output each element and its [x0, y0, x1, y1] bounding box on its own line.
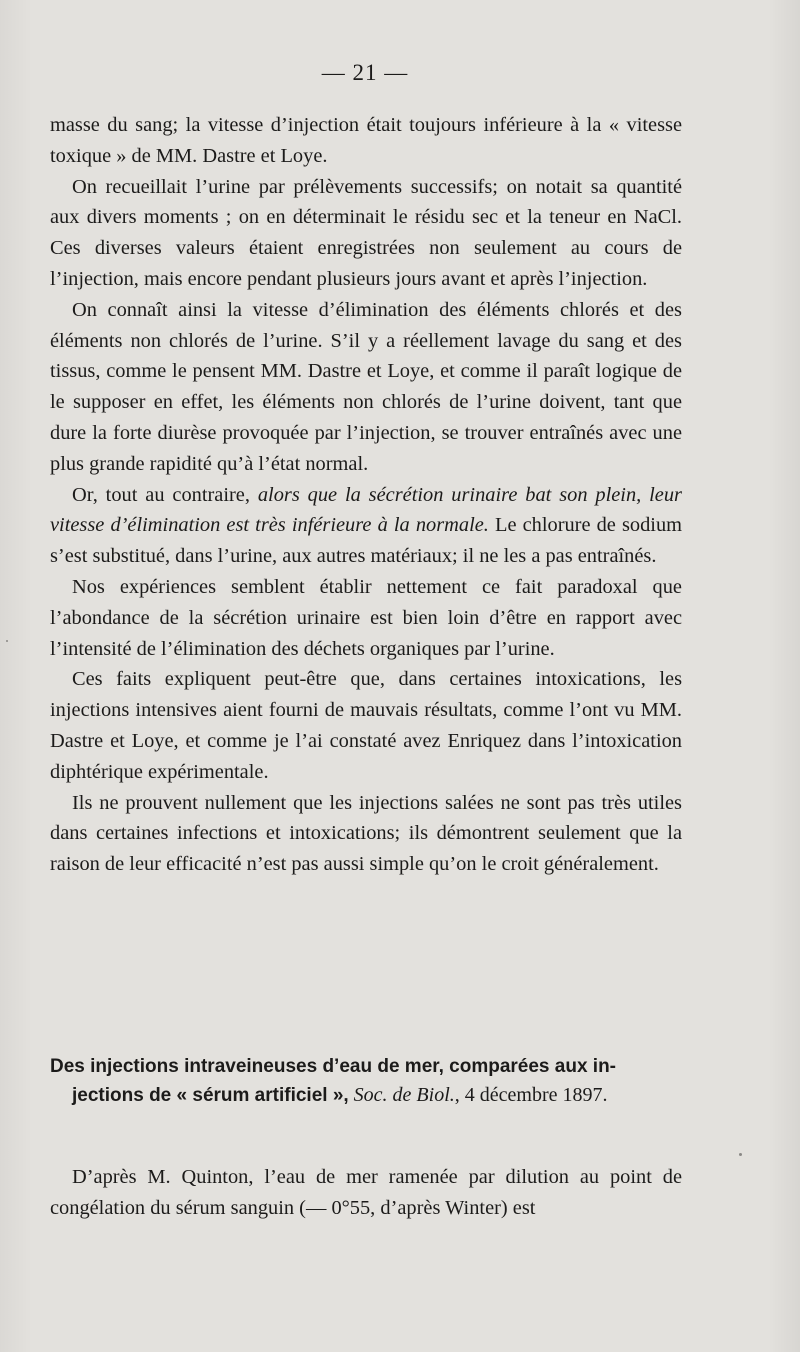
paragraph-urine-collection: On recueillait l’urine par prélèvements successifs; on notait sa quantité aux divers moments ; on en déterminait le résidu sec et la teneur en NaCl. Ces diverses valeurs étaient enregistrées non seulement au cours de l’injection, mais encore pendant plusieurs jours avant et après l’injection. — [50, 175, 682, 290]
section-title-line2: jections de « sérum artificiel », — [72, 1085, 349, 1106]
paragraph-paradox: Nos expériences semblent établir nettement ce fait paradoxal que l’abondance de la sécrétion urinaire est bien loin d’être en rapport avec l’intensité de l’élimination des déchets organiques par l’urine. — [50, 575, 682, 660]
paragraph-contrary-italic: alors que la sécrétion urinaire bat son plein, leur vitesse d’élimination est très inférieure à la normale. — [50, 483, 682, 537]
body-text — [50, 110, 682, 880]
section-journal: Soc. de Biol. — [353, 1084, 455, 1106]
section-title-line2-wrap — [50, 1081, 682, 1110]
section-heading — [50, 1052, 682, 1110]
paragraph-quinton: D’après M. Quinton, l’eau de mer ramenée par dilution au point de congélation du sérum sanguin (— 0°55, d’après Winter) est — [50, 1166, 682, 1220]
paragraph-contrary-end: Le chlorure de sodium s’est substitué, dans l’urine, aux autres matériaux; il ne les a pas entraînés. — [50, 514, 682, 568]
paragraph-continuation: masse du sang; la vitesse d’injection était toujours inférieure à la « vitesse toxique » de MM. Dastre et Loye. — [50, 114, 682, 167]
section-date: , 4 décembre 1897. — [454, 1084, 608, 1106]
section-title-line1: Des injections intraveineuses d’eau de mer, comparées aux in- — [50, 1056, 617, 1077]
paper-speck — [6, 640, 8, 642]
paragraph-intoxications: Ces faits expliquent peut-être que, dans certaines intoxications, les injections intensives aient fourni de mauvais résultats, comme l’ont vu MM. Dastre et Loye, et comme je l’ai constaté avez Enriquez dans l’intoxication diphtérique expérimentale. — [50, 668, 682, 783]
paragraph-contrary-start: Or, tout au contraire, — [72, 483, 258, 506]
section-reference — [349, 1084, 608, 1106]
paper-speck — [739, 1153, 742, 1156]
page-number: — 21 — — [321, 60, 409, 85]
paragraph-elimination-speed: On connaît ainsi la vitesse d’élimination des éléments chlorés et des éléments non chlorés de l’urine. S’il y a réellement lavage du sang et des tissus, comme le pensent MM. Dastre et Loye, et comme il paraît logique de le supposer en effet, les éléments non chlorés de l’urine doivent, tant que dure la forte diurèse provoquée par l’injection, se trouver entraînés avec une plus grande rapidité qu’à l’état normal. — [50, 298, 682, 475]
paragraph-contrary-result — [50, 480, 682, 572]
paragraph-conclusion: Ils ne prouvent nullement que les injections salées ne sont pas très utiles dans certaines infections et intoxications; ils démontrent seulement que la raison de leur efficacité n’est pas aussi simple qu’on le croit généralement. — [50, 791, 682, 876]
